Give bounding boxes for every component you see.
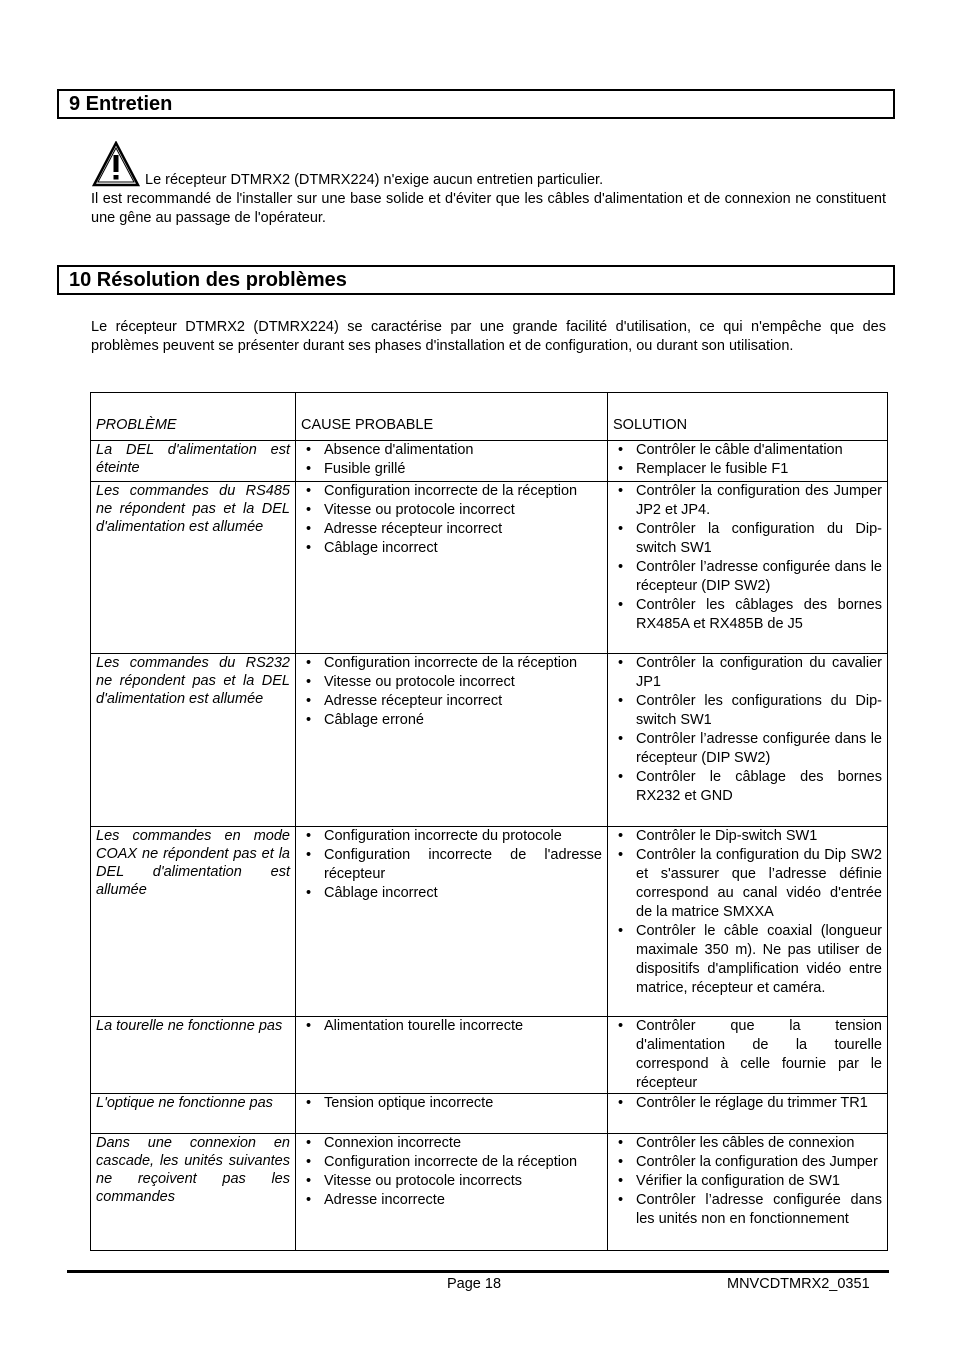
problem-cell	[91, 1017, 296, 1094]
solution-cell	[608, 441, 888, 482]
solution-list	[613, 1094, 882, 1113]
cause-item: • Configuration incorrecte de la réception	[301, 1153, 602, 1172]
problem-cell	[91, 1134, 296, 1251]
problem-cell	[91, 1094, 296, 1134]
cause-cell	[296, 654, 608, 827]
cause-item: • Vitesse ou protocole incorrect	[301, 501, 602, 520]
cause-list	[301, 1017, 602, 1036]
solution-item: • Remplacer le fusible F1	[613, 460, 882, 479]
warning-triangle-icon	[92, 141, 140, 187]
solution-item: • Contrôler le réglage du trimmer TR1	[613, 1094, 882, 1113]
header-problem: PROBLÈME	[91, 393, 296, 441]
solution-item: • Contrôler la configuration du Dip SW2 et s'assurer que l’adresse définie correspond au canal vidéo d'entrée de la matrice SMXXA	[613, 846, 882, 922]
solution-item: • Contrôler le câblage des bornes RX232 et GND	[613, 768, 882, 806]
problem-text: L'optique ne fonctionne pas	[96, 1095, 273, 1111]
solution-list	[613, 654, 882, 806]
footer-divider	[67, 1270, 889, 1273]
cause-item: • Adresse récepteur incorrect	[301, 520, 602, 539]
solution-cell	[608, 1017, 888, 1094]
cause-list	[301, 827, 602, 903]
section-title-maintenance: 9 Entretien	[57, 89, 895, 119]
cause-item: • Tension optique incorrecte	[301, 1094, 602, 1113]
problem-text: La DEL d'alimentation est éteinte	[96, 442, 290, 476]
cause-item: • Câblage erroné	[301, 711, 602, 730]
problem-cell	[91, 827, 296, 1017]
cause-item: • Câblage incorrect	[301, 539, 602, 558]
solution-cell	[608, 1094, 888, 1134]
cause-cell	[296, 1017, 608, 1094]
cause-list	[301, 1134, 602, 1210]
maintenance-text-2: Il est recommandé de l'installer sur une base solide et d'éviter que les câbles d'alimentation et de connexion ne constituent une gêne au passage de l'opérateur.	[91, 191, 886, 226]
solution-list	[613, 1134, 882, 1229]
solution-item: • Contrôler que la tension d'alimentation de la tourelle correspond à celle fournie par le récepteur	[613, 1017, 882, 1093]
cause-item: • Fusible grillé	[301, 460, 602, 479]
cause-item: • Vitesse ou protocole incorrects	[301, 1172, 602, 1191]
cause-item: • Configuration incorrecte du protocole	[301, 827, 602, 846]
table-row	[91, 441, 888, 482]
solution-list	[613, 441, 882, 479]
cause-list	[301, 654, 602, 730]
problem-text: Les commandes du RS232 ne répondent pas et la DEL d'alimentation est allumée	[96, 655, 290, 707]
solution-item: • Contrôler le câble coaxial (longueur maximale 350 m). Ne pas utiliser de dispositifs d'amplification vidéo entre matrice, récepteur et caméra.	[613, 922, 882, 998]
solution-item: • Contrôler l’adresse configurée dans le récepteur (DIP SW2)	[613, 558, 882, 596]
cause-item: • Alimentation tourelle incorrecte	[301, 1017, 602, 1036]
solution-cell	[608, 1134, 888, 1251]
cause-cell	[296, 441, 608, 482]
cause-list	[301, 482, 602, 558]
solution-item: • Contrôler les câblages des bornes RX485A et RX485B de J5	[613, 596, 882, 634]
problem-cell	[91, 441, 296, 482]
cause-cell	[296, 1134, 608, 1251]
solution-item: • Contrôler la configuration des Jumper	[613, 1153, 882, 1172]
solution-item: • Contrôler la configuration du cavalier JP1	[613, 654, 882, 692]
solution-item: • Contrôler les configurations du Dip-switch SW1	[613, 692, 882, 730]
page-number: Page 18	[447, 1276, 502, 1292]
problem-cell	[91, 482, 296, 654]
table-row	[91, 1134, 888, 1251]
table-row	[91, 482, 888, 654]
solution-cell	[608, 827, 888, 1017]
problem-text: Les commandes du RS485 ne répondent pas et la DEL d'alimentation est allumée	[96, 483, 290, 535]
cause-item: • Configuration incorrecte de la réception	[301, 654, 602, 673]
cause-cell	[296, 482, 608, 654]
cause-item: • Adresse récepteur incorrect	[301, 692, 602, 711]
solution-item: • Contrôler l’adresse configurée dans le récepteur (DIP SW2)	[613, 730, 882, 768]
problem-text: Les commandes en mode COAX ne répondent pas et la DEL d'alimentation est allumée	[96, 828, 290, 898]
table-row	[91, 1017, 888, 1094]
cause-item: • Adresse incorrecte	[301, 1191, 602, 1210]
cause-item: • Configuration incorrecte de l'adresse récepteur	[301, 846, 602, 884]
solution-item: • Vérifier la configuration de SW1	[613, 1172, 882, 1191]
solution-cell	[608, 482, 888, 654]
troubleshooting-table	[90, 392, 888, 1251]
cause-cell	[296, 827, 608, 1017]
table-header-row	[91, 393, 888, 441]
troubleshooting-intro: Le récepteur DTMRX2 (DTMRX224) se caractérise par une grande facilité d'utilisation, ce qui n'empêche que des problèmes peuvent se présenter durant ses phases d'installation et de configuration, ou durant son utilisation.	[91, 319, 886, 354]
cause-list	[301, 1094, 602, 1113]
cause-cell	[296, 1094, 608, 1134]
document-code: MNVCDTMRX2_0351	[727, 1276, 870, 1292]
solution-item: • Contrôler la configuration du Dip-switch SW1	[613, 520, 882, 558]
maintenance-text-1: Le récepteur DTMRX2 (DTMRX224) n'exige aucun entretien particulier.	[145, 172, 604, 188]
table-row	[91, 827, 888, 1017]
problem-text: La tourelle ne fonctionne pas	[96, 1018, 283, 1034]
solution-cell	[608, 654, 888, 827]
solution-item: • Contrôler les câbles de connexion	[613, 1134, 882, 1153]
solution-item: • Contrôler le câble d'alimentation	[613, 441, 882, 460]
cause-item: • Câblage incorrect	[301, 884, 602, 903]
solution-item: • Contrôler le Dip-switch SW1	[613, 827, 882, 846]
cause-item: • Connexion incorrecte	[301, 1134, 602, 1153]
cause-item: • Vitesse ou protocole incorrect	[301, 673, 602, 692]
section-title-troubleshooting: 10 Résolution des problèmes	[57, 265, 895, 295]
header-solution: SOLUTION	[608, 393, 888, 441]
solution-list	[613, 827, 882, 998]
problem-text: Dans une connexion en cascade, les unités suivantes ne reçoivent pas les commandes	[96, 1135, 290, 1205]
table-row	[91, 654, 888, 827]
cause-item: • Configuration incorrecte de la réception	[301, 482, 602, 501]
solution-item: • Contrôler la configuration des Jumper JP2 et JP4.	[613, 482, 882, 520]
problem-cell	[91, 654, 296, 827]
cause-list	[301, 441, 602, 479]
header-cause: CAUSE PROBABLE	[296, 393, 608, 441]
solution-item: • Contrôler l’adresse configurée dans les unités non en fonctionnement	[613, 1191, 882, 1229]
table-row	[91, 1094, 888, 1134]
solution-list	[613, 482, 882, 634]
cause-item: • Absence d'alimentation	[301, 441, 602, 460]
solution-list	[613, 1017, 882, 1093]
